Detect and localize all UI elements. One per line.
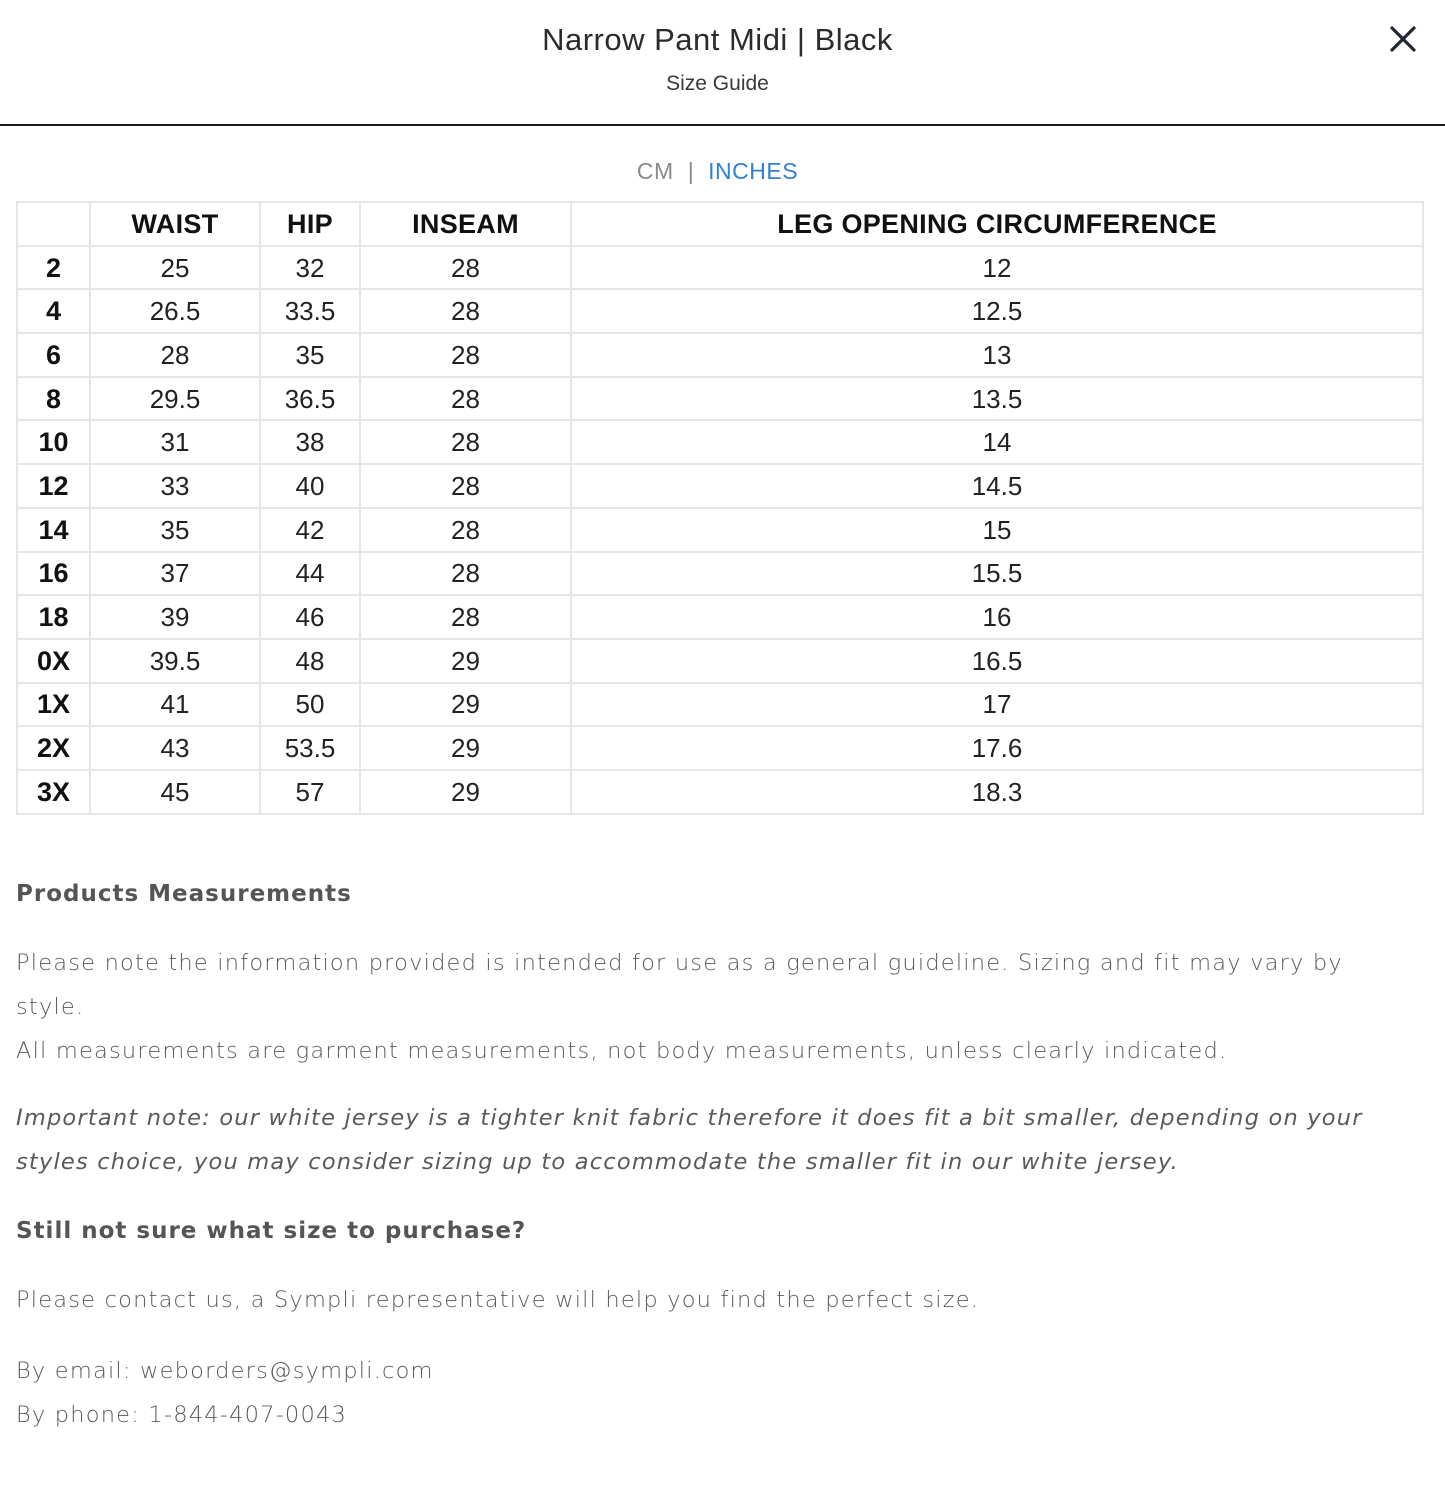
cell-size: 8 bbox=[17, 377, 90, 421]
table-row bbox=[17, 508, 1423, 552]
cell-hip: 53.5 bbox=[260, 726, 360, 770]
cell-inseam: 28 bbox=[360, 595, 571, 639]
cell-hip: 57 bbox=[260, 770, 360, 814]
phone-line bbox=[16, 1393, 1416, 1437]
unit-cm-toggle[interactable]: CM bbox=[636, 158, 674, 184]
important-note: Important note: our white jersey is a tighter knit fabric therefore it does fit a bit smaller, depending on your styles choice, you may consider sizing up to accommodate the smaller fit in our white jersey. bbox=[16, 1105, 1363, 1175]
guideline-text: Please note the information provided is intended for use as a general guideline. Sizing and fit may vary by style. bbox=[16, 950, 1343, 1020]
modal-header bbox=[0, 0, 1445, 126]
table-row bbox=[17, 377, 1423, 421]
email-label: By email: bbox=[16, 1358, 140, 1384]
cell-leg-opening: 16.5 bbox=[571, 639, 1423, 683]
cell-hip: 48 bbox=[260, 639, 360, 683]
cell-hip: 36.5 bbox=[260, 377, 360, 421]
cell-waist: 28 bbox=[90, 333, 260, 377]
table-row bbox=[17, 246, 1423, 290]
column-header-hip: HIP bbox=[260, 202, 360, 246]
table-row bbox=[17, 333, 1423, 377]
cell-inseam: 28 bbox=[360, 246, 571, 290]
close-button[interactable] bbox=[1384, 20, 1422, 58]
cell-leg-opening: 13.5 bbox=[571, 377, 1423, 421]
cell-hip: 33.5 bbox=[260, 289, 360, 333]
unit-toggle bbox=[0, 156, 1435, 186]
product-title: Narrow Pant Midi | Black bbox=[542, 22, 893, 57]
cell-leg-opening: 15.5 bbox=[571, 552, 1423, 596]
cell-leg-opening: 13 bbox=[571, 333, 1423, 377]
column-header-size bbox=[17, 202, 90, 246]
cell-inseam: 28 bbox=[360, 420, 571, 464]
cell-size: 10 bbox=[17, 420, 90, 464]
cell-size: 4 bbox=[17, 289, 90, 333]
garment-text: All measurements are garment measurements, not body measurements, unless clearly indicated. bbox=[16, 1038, 1228, 1064]
cell-inseam: 29 bbox=[360, 639, 571, 683]
cell-waist: 37 bbox=[90, 552, 260, 596]
cell-size: 12 bbox=[17, 464, 90, 508]
measurements-heading: Products Measurements bbox=[16, 881, 352, 907]
table-row bbox=[17, 726, 1423, 770]
cell-hip: 44 bbox=[260, 552, 360, 596]
cell-inseam: 29 bbox=[360, 683, 571, 727]
cell-leg-opening: 16 bbox=[571, 595, 1423, 639]
cell-size: 18 bbox=[17, 595, 90, 639]
table-row bbox=[17, 595, 1423, 639]
cell-leg-opening: 14 bbox=[571, 420, 1423, 464]
cell-waist: 26.5 bbox=[90, 289, 260, 333]
size-chart-table bbox=[16, 201, 1424, 815]
cell-inseam: 28 bbox=[360, 289, 571, 333]
column-header-waist: WAIST bbox=[90, 202, 260, 246]
cell-inseam: 28 bbox=[360, 333, 571, 377]
close-icon bbox=[1384, 20, 1422, 58]
column-header-leg-opening: LEG OPENING CIRCUMFERENCE bbox=[571, 202, 1423, 246]
column-header-inseam: INSEAM bbox=[360, 202, 571, 246]
cell-size: 2X bbox=[17, 726, 90, 770]
cell-size: 0X bbox=[17, 639, 90, 683]
table-row bbox=[17, 464, 1423, 508]
cell-waist: 25 bbox=[90, 246, 260, 290]
cell-size: 6 bbox=[17, 333, 90, 377]
cell-leg-opening: 18.3 bbox=[571, 770, 1423, 814]
cell-waist: 35 bbox=[90, 508, 260, 552]
size-guide-subtitle: Size Guide bbox=[666, 72, 769, 95]
cell-hip: 42 bbox=[260, 508, 360, 552]
cell-waist: 29.5 bbox=[90, 377, 260, 421]
cell-waist: 43 bbox=[90, 726, 260, 770]
contact-text: Please contact us, a Sympli representative will help you find the perfect size. bbox=[16, 1287, 980, 1313]
cell-inseam: 28 bbox=[360, 377, 571, 421]
cell-inseam: 29 bbox=[360, 770, 571, 814]
cell-leg-opening: 15 bbox=[571, 508, 1423, 552]
cell-waist: 41 bbox=[90, 683, 260, 727]
cell-size: 16 bbox=[17, 552, 90, 596]
cell-leg-opening: 12.5 bbox=[571, 289, 1423, 333]
cell-leg-opening: 17 bbox=[571, 683, 1423, 727]
cell-inseam: 28 bbox=[360, 464, 571, 508]
table-header-row bbox=[17, 202, 1423, 246]
cell-leg-opening: 17.6 bbox=[571, 726, 1423, 770]
cell-size: 1X bbox=[17, 683, 90, 727]
phone-label: By phone: bbox=[16, 1402, 149, 1428]
cell-hip: 32 bbox=[260, 246, 360, 290]
phone-link[interactable]: 1-844-407-0043 bbox=[148, 1402, 347, 1428]
email-line bbox=[16, 1349, 1416, 1393]
cell-size: 3X bbox=[17, 770, 90, 814]
cell-waist: 33 bbox=[90, 464, 260, 508]
table-row bbox=[17, 552, 1423, 596]
unsure-heading: Still not sure what size to purchase? bbox=[16, 1218, 527, 1244]
cell-waist: 45 bbox=[90, 770, 260, 814]
info-section bbox=[16, 870, 1416, 1437]
cell-leg-opening: 12 bbox=[571, 246, 1423, 290]
email-link[interactable]: weborders@sympli.com bbox=[139, 1358, 434, 1384]
unit-separator: | bbox=[687, 158, 695, 184]
table-row bbox=[17, 420, 1423, 464]
cell-inseam: 29 bbox=[360, 726, 571, 770]
cell-size: 14 bbox=[17, 508, 90, 552]
table-row bbox=[17, 639, 1423, 683]
cell-waist: 39 bbox=[90, 595, 260, 639]
unit-inches-toggle[interactable]: INCHES bbox=[708, 158, 799, 184]
table-body bbox=[17, 246, 1423, 814]
cell-hip: 38 bbox=[260, 420, 360, 464]
cell-hip: 46 bbox=[260, 595, 360, 639]
cell-inseam: 28 bbox=[360, 552, 571, 596]
cell-hip: 35 bbox=[260, 333, 360, 377]
cell-inseam: 28 bbox=[360, 508, 571, 552]
table-row bbox=[17, 289, 1423, 333]
cell-leg-opening: 14.5 bbox=[571, 464, 1423, 508]
cell-hip: 40 bbox=[260, 464, 360, 508]
cell-size: 2 bbox=[17, 246, 90, 290]
cell-waist: 39.5 bbox=[90, 639, 260, 683]
cell-hip: 50 bbox=[260, 683, 360, 727]
table-row bbox=[17, 770, 1423, 814]
cell-waist: 31 bbox=[90, 420, 260, 464]
table-row bbox=[17, 683, 1423, 727]
